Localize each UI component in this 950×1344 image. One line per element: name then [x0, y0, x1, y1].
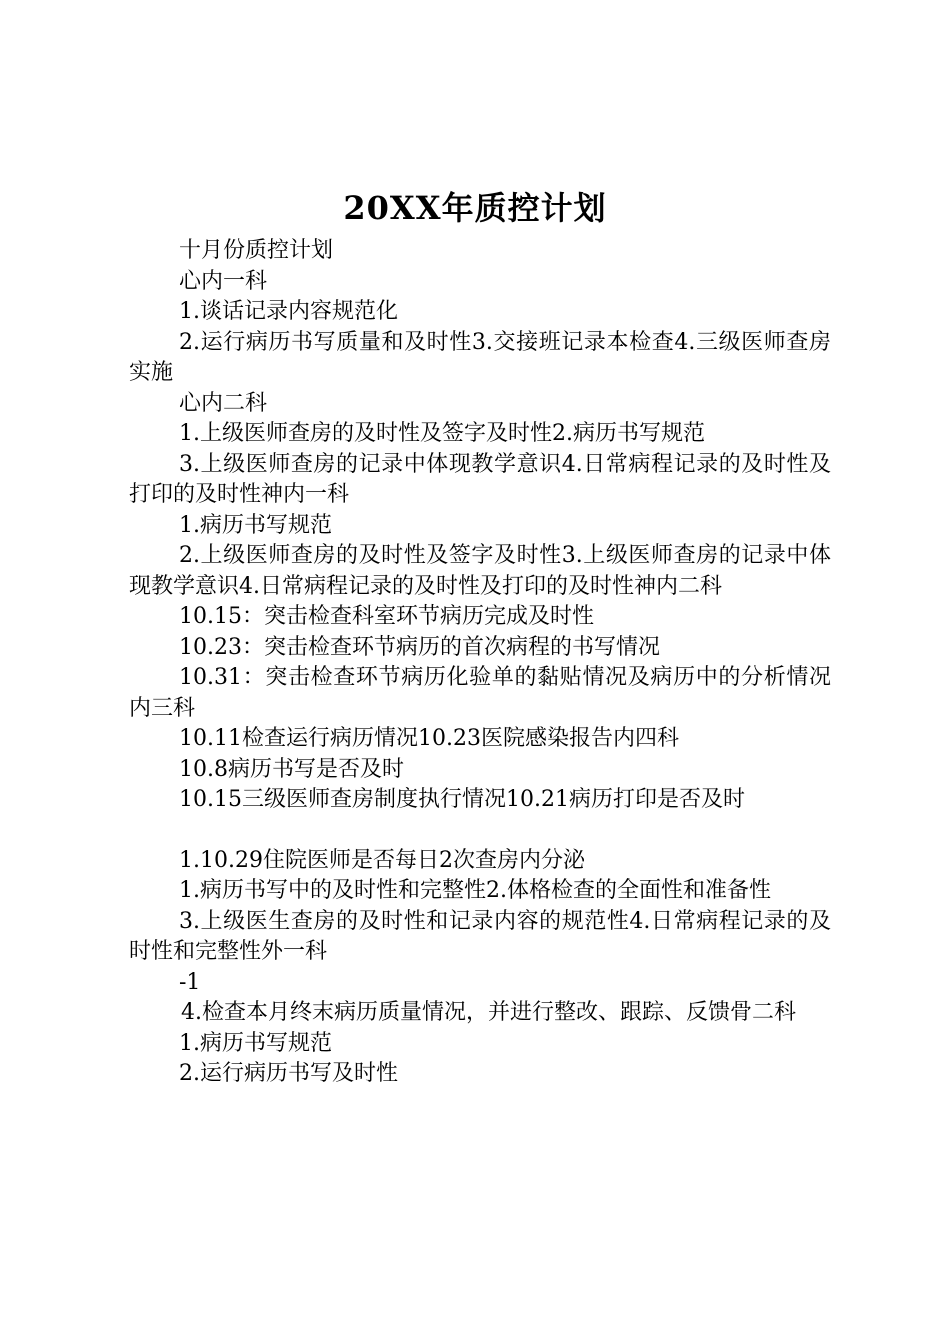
- paragraph-item: 2.运行病历书写质量和及时性3.交接班记录本检查4.三级医师查房实施: [129, 329, 831, 385]
- paragraph-item: 1.病历书写中的及时性和完整性2.体格检查的全面性和准备性: [179, 878, 771, 903]
- paragraph-item: 10.15三级医师查房制度执行情况10.21病历打印是否及时: [179, 787, 745, 812]
- paragraph-item: 10.15：突击检查科室环节病历完成及时性: [179, 604, 594, 629]
- paragraph-item: 1.上级医师查房的及时性及签字及时性2.病历书写规范: [179, 421, 705, 446]
- paragraph-plan-heading: 十月份质控计划: [179, 238, 334, 263]
- paragraph-item: 3.上级医生查房的及时性和记录内容的规范性4.日常病程记录的及时性和完整性外一科: [129, 908, 831, 964]
- paragraph-page-marker: -1: [179, 969, 201, 995]
- paragraph-item: 10.11检查运行病历情况10.23医院感染报告内四科: [179, 726, 679, 751]
- paragraph-item: 1.谈话记录内容规范化: [179, 299, 398, 324]
- paragraph-cardiology-1: 心内一科: [179, 268, 268, 294]
- paragraph-item: 4.检查本月终末病历质量情况，并进行整改、跟踪、反馈骨二科: [181, 1000, 796, 1025]
- document-title: 20XX年质控计划: [343, 189, 607, 227]
- paragraph-item: 10.23：突击检查环节病历的首次病程的书写情况: [179, 634, 660, 660]
- paragraph-item: 1.病历书写规范: [179, 1030, 332, 1056]
- paragraph-item: 1.病历书写规范: [179, 512, 332, 538]
- paragraph-cardiology-2: 心内二科: [179, 390, 268, 416]
- paragraph-item: 10.31：突击检查环节病历化验单的黏贴情况及病历中的分析情况内三科: [129, 665, 831, 721]
- paragraph-item: 2.上级医师查房的及时性及签字及时性3.上级医师查房的记录中体现教学意识4.日常病程记录的及时性及打印的及时性神内二科: [129, 543, 831, 599]
- paragraph-item: 2.运行病历书写及时性: [179, 1061, 398, 1086]
- document-body: [129, 236, 831, 1090]
- paragraph-item: 1.10.29住院医师是否每日2次查房内分泌: [179, 847, 585, 873]
- paragraph-item: 10.8病历书写是否及时: [179, 756, 404, 782]
- paragraph-item: 3.上级医师查房的记录中体现教学意识4.日常病程记录的及时性及打印的及时性神内一科: [129, 451, 831, 507]
